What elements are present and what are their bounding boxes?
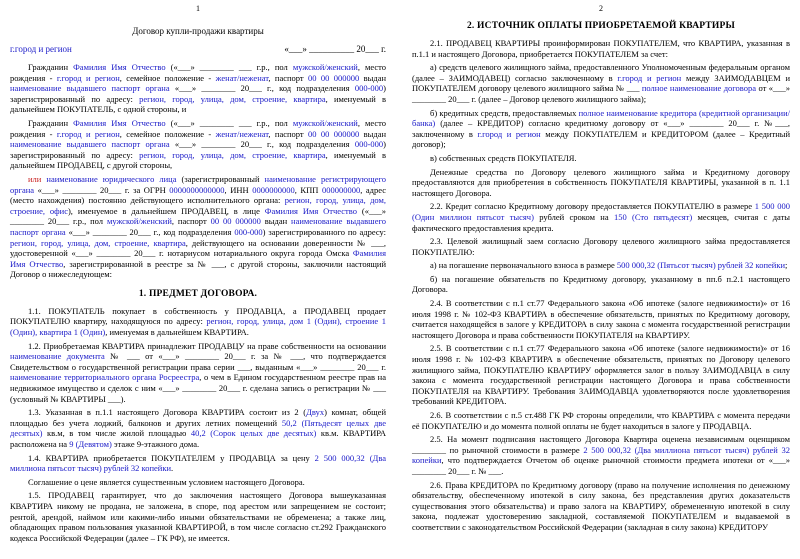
text-run: , паспорт — [268, 72, 309, 83]
text-run: б) кредитных средств, предоставляемых — [430, 107, 579, 118]
text-run: «___» ________ 20___ г., код подразделения — [169, 83, 355, 94]
contract-date: «___» __________ 20___ г. — [284, 44, 386, 54]
text-run: ) комнат, общей площадью без учета лоджий, балконов и других летних помещений — [10, 407, 386, 428]
paragraph — [10, 490, 386, 543]
placeholder-field: 2 500 000,32 (Два миллиона пятьсот тысяч) рублей 32 копейки — [412, 444, 790, 466]
section-1-body — [10, 306, 386, 543]
text-run: 2.1. ПРОДАВЕЦ КВАРТИРЫ проинформирован ПОКУПАТЕЛЕМ, что КВАРТИРА, указанная в п.1.1 и настоящего Договора, приобретается ПОКУПАТЕЛЕМ за счет: — [412, 38, 790, 59]
text-run: № ___ от «___» ________ 20___ г. за № ___, что подтверждается Свидетельством о государственной регистрации права серии ___, выданным «___» ________ 20___ г. — [10, 351, 386, 372]
paragraph — [412, 410, 790, 431]
placeholder-field: 000000000 — [321, 184, 361, 195]
text-run: ; — [785, 260, 788, 271]
preamble — [10, 62, 386, 280]
placeholder-field: женат/неженат — [215, 72, 269, 83]
text-run: , КПП — [294, 184, 322, 195]
text-run: 1.2. Приобретаемая КВАРТИРА принадлежит ПРОДАВЦУ на праве собственности на основании — [28, 340, 386, 351]
paragraph — [412, 201, 790, 233]
text-run: ) зарегистрированный по адресу: — [10, 139, 386, 160]
text-run: а) средств целевого жилищного займа, предоставленного Уполномоченным федеральным органом (далее – ЗАИМОДАВЕЦ) согласно заключенному в — [412, 62, 790, 83]
section-1-title: 1. ПРЕДМЕТ ДОГОВОРА. — [138, 288, 258, 299]
text-run: ) зарегистрированный по адресу: — [10, 83, 386, 104]
text-run: между ЗАИМОДАВЦЕМ и ПОКУПАТЕЛЕМ договору целевого жилищного займа № ___ — [412, 72, 790, 94]
paragraph — [412, 260, 790, 271]
placeholder-field: 40,2 (Сорок целых две десятых) — [190, 428, 317, 439]
placeholder-field: наименование регистрирующего органа — [10, 173, 386, 195]
text-run: , паспорт — [268, 128, 309, 139]
text-run: . — [171, 463, 174, 474]
text-run: выдан — [359, 128, 387, 139]
placeholder-field: наименование выдавшего паспорт органа — [10, 216, 386, 237]
alternative-note: или — [28, 173, 42, 184]
page-number: 2 — [599, 4, 603, 13]
text-run: между ПОКУПАТЕЛЕМ и КРЕДИТОРОМ (далее – Кредитный договор); — [412, 128, 791, 150]
placeholder-field: 000-000 — [354, 139, 384, 150]
paragraph — [412, 153, 790, 164]
text-run: , семейное положение - — [119, 128, 216, 139]
text-run: 2.6. Права КРЕДИТОРА по Кредитному договору (право на получение исполнения по денежному обязательству, обеспеченному ипотекой в силу закона, без представления других доказательств существования этого обязательства) и право залога на КВАРТИРУ, обремененную ипотекой в силу закона, подлежат удостоверению закладной, составляемой ПОКУПАТЕЛЕМ и выдаваемой в соответствии с законодательством Российской Федерации (закладная в силу закона) КРЕДИТОРУ — [412, 479, 790, 532]
text-run: ) зарегистрированного по адресу: — [262, 226, 387, 237]
placeholder-field: 2 500 000,32 (Два миллиона пятьсот тысяч) рублей 32 копейки — [10, 452, 386, 474]
text-run: , паспорт — [171, 216, 211, 227]
contract-title: Договор купли-продажи квартиры — [132, 26, 264, 36]
contract-place: г.город и регион — [10, 44, 72, 54]
placeholder-field: 9 (Девятом) — [69, 439, 112, 449]
text-run: 2.4. В соответствии с п.1 ст.77 Федерального закона «Об ипотеке (залоге недвижимости)» от 16 июля 1998 г. № 102-ФЗ КВАРТИРА в обеспечение обязательств, принятых по Кредитному договору, считается находящейся в залоге у КРЕДИТОРА в силу закона с момента государственной регистрации настоящего Договора и права собственности ПОКУПАТЕЛЯ на КВАРТИРУ. — [412, 298, 790, 340]
placeholder-field: 00 00 000000 — [308, 128, 360, 139]
page-number: 1 — [196, 4, 200, 13]
placeholder-field: Фамилия Имя Отчество — [10, 248, 386, 269]
text-run: «___» ________ 20___ г., код подразделения — [169, 139, 355, 150]
placeholder-field: регион, город, улица, дом, строение, квартира — [139, 149, 326, 160]
placeholder-field: Фамилия Имя Отчество — [73, 117, 166, 128]
text-run: 2.5. В соответствии с п.1 ст.77 Федерального закона «Об ипотеке (залоге недвижимости)» от 16 июля 1998 г. № 102-ФЗ КВАРТИРА в обеспечение обязательств, принятых по Договору целевого жилищного займа, ПОКУПАТЕЛЮ КВАРТИРУ оформляется залог в пользу ЗАИМОДАВЦА в силу закона с момента государственной регистрации настоящего Договора и права собственности ПОКУПАТЕЛЯ на КВАРТИРУ. Требования ЗАИМОДАВЦА удовлетворяются после удовлетворения требований КРЕДИТОРА. — [412, 343, 790, 407]
text-run: («___» ________ ___ г.р., пол — [165, 117, 293, 128]
placeholder-field: Фамилия Имя Отчество — [73, 62, 166, 72]
placeholder-field: г.город и регион — [477, 128, 541, 139]
text-run: «___» ________ 20___ г., код подразделения — [65, 226, 235, 237]
text-run: , действующего на основании доверенности № ___, удостоверенной «___» ________ 20___ г. нотариусом нотариального округа города Омска — [10, 237, 386, 259]
text-run: , именуемый в дальнейшем ПРОДАВЕЦ, с другой стороны, — [10, 149, 387, 171]
paragraph — [412, 274, 790, 295]
text-run: , семейное положение - — [119, 72, 216, 83]
paragraph — [10, 477, 386, 488]
placeholder-field: регион, город, улица, дом, строение, квартира — [139, 93, 326, 104]
paragraph — [412, 298, 790, 340]
placeholder-field: 1 500 000 (Один миллион пятьсот тысяч) — [412, 201, 790, 222]
placeholder-field: наименование территориального органа Росреестра — [10, 372, 200, 383]
placeholder-field: женат/неженат — [215, 128, 269, 139]
text-run: Гражданин — [28, 62, 74, 72]
paragraph — [412, 167, 790, 199]
text-run: , место рождения - — [10, 117, 386, 139]
text-run: ), именуемое в дальнейшем ПРОДАВЕЦ, в лице — [67, 205, 265, 216]
text-run: , адрес (место нахождения) постоянно действующего исполнительного органа: — [10, 184, 387, 206]
placeholder-field: Фамилия Имя Отчество — [264, 205, 357, 216]
placeholder-field: 000-000 — [354, 83, 384, 94]
placeholder-field: наименование юридического лица — [46, 173, 177, 184]
placeholder-field: Двух — [306, 407, 325, 418]
text-run: 2.5. На момент подписания настоящего Договора Квартира оценена независимым оценщиком ________ по рыночной стоимости в размере — [412, 434, 790, 455]
paragraph — [10, 453, 386, 474]
placeholder-field: регион, город, улица, дом, строение, квартира — [10, 237, 186, 248]
paragraph — [412, 38, 790, 59]
text-run: в) собственных средств ПОКУПАТЕЛЯ. — [430, 152, 577, 163]
paragraph — [412, 480, 790, 533]
right-page — [400, 0, 800, 559]
text-run: 2.3. Целевой жилищный заем согласно Договору целевого жилищного займа предоставляется ПОКУПАТЕЛЮ: — [412, 236, 790, 257]
placeholder-field: 50,2 (Пятьдесят целых две десятых) — [10, 417, 386, 439]
placeholder-field: полное наименование договора — [641, 83, 757, 94]
placeholder-field: наименование выдавшего паспорт органа — [10, 83, 170, 94]
paragraph — [10, 118, 386, 171]
text-run: (зарегистрированный — [176, 173, 265, 184]
text-run: а) на погашение первоначального взноса в размере — [430, 260, 617, 271]
section-2-body — [412, 38, 790, 533]
text-run: «___» ________ 20___ г. за ОГРН — [34, 184, 170, 195]
text-run: 2.2. Кредит согласно Кредитному договору предоставляется ПОКУПАТЕЛЮ в размере — [430, 201, 755, 212]
text-run: , именуемая в дальнейшем КВАРТИРА. — [105, 327, 249, 338]
paragraph — [10, 341, 386, 405]
text-run: 1.5. ПРОДАВЕЦ гарантирует, что до заключения настоящего Договора вышеуказанная КВАРТИРА никому не продана, не заложена, в споре, под арестом или запрещением не состоит; рентой, арендой, наймом или какими-либо иными обязательствами не обременена; а также лиц, обладающих правом пользования указанной КВАРТИРОЙ, в том числе согласно ст.292 Гражданского кодекса Российской Федерации (далее – ГК РФ), не имеется. — [10, 490, 386, 543]
text-run: («___» ________ 20___ г.р., пол — [10, 205, 386, 227]
placeholder-field: 000-000 — [234, 226, 263, 237]
text-run: , именуемый в дальнейшем ПОКУПАТЕЛЬ, с одной стороны, и — [10, 93, 387, 115]
text-run: 1.3. Указанная в п.1.1 настоящего Договора КВАРТИРА состоит из 2 ( — [28, 407, 307, 418]
paragraph — [10, 407, 386, 449]
text-run: («___» ________ ___ г.р., пол — [165, 62, 293, 72]
section-2-title: 2. ИСТОЧНИК ОПЛАТЫ ПРИОБРЕТАЕМОЙ КВАРТИРЫ — [466, 21, 736, 31]
text-run: (далее – КРЕДИТОР) согласно кредитному договору от «___» ________ 20___ г. №___, заключенному в — [412, 118, 790, 139]
placeholder-field: наименование выдавшего паспорт органа — [10, 139, 170, 150]
text-run: 1.1. ПОКУПАТЕЛЬ покупает в собственность у ПРОДАВЦА, а ПРОДАВЕЦ продает ПОКУПАТЕЛЮ квартиру, находящуюся по адресу: — [10, 305, 386, 327]
placeholder-field: 150 (Сто пятьдесят) — [613, 211, 693, 222]
text-run: , зарегистрированной в реестре за № ___, с другой стороны, заключили настоящий Договор о нижеследующем: — [10, 258, 386, 280]
text-run: , о чем в Едином государственном реестре прав на недвижимое имущество и сделок с ним «___» ________ 20___ г. сделана запись о регистрации № ___ (условный № КВАРТИРЫ ___). — [10, 372, 387, 404]
paragraph — [10, 306, 386, 338]
placeholder-field: регион, город, улица, дом 1 (Один), строение 1 (Один), квартира 1 (Один) — [10, 316, 386, 338]
placeholder-field: 0000000000 — [252, 184, 295, 195]
text-run: выдан — [359, 72, 387, 83]
paragraph — [412, 343, 790, 407]
text-run: рублей сроком на — [533, 211, 614, 222]
placeholder-field: 00 00 000000 — [308, 72, 360, 83]
placeholder-field: г.город и регион — [56, 128, 120, 139]
paragraph — [10, 62, 386, 115]
text-run: , место рождения - — [10, 62, 386, 83]
paragraph — [10, 174, 386, 280]
placeholder-field: полное наименование кредитора (кредитной организации/банка) — [412, 107, 791, 129]
placeholder-field: мужской/женский — [292, 117, 358, 128]
placeholder-field: 00 00 000000 — [210, 216, 261, 227]
text-run: , что подтверждается Отчетом об оценке рыночной стоимости предмета ипотеки от «___» ________ 20___ г. № ___. — [412, 455, 790, 476]
text-run: кв.м, в том числе жилой площадью — [42, 428, 191, 439]
text-run: кв.м. КВАРТИРА расположена на — [10, 428, 386, 449]
text-run: месяцев, считая с даты фактического предоставления кредита. — [412, 211, 791, 233]
text-run: , ИНН — [224, 184, 253, 195]
placeholder-field: мужской/женский — [106, 216, 172, 227]
placeholder-field: регион, город, улица, дом, строение, офис — [10, 195, 386, 216]
place-date-line — [10, 44, 386, 54]
paragraph — [412, 108, 790, 150]
text-run: Гражданин — [28, 117, 74, 128]
paragraph — [412, 62, 790, 104]
placeholder-field: г.город и регион — [617, 72, 682, 83]
text-run: от «___» ________ 20___ г. (далее – Договор целевого жилищного займа); — [412, 83, 790, 104]
paragraph — [412, 236, 790, 257]
text-run: выдан — [260, 216, 292, 227]
text-run: 2.6. В соответствии с п.5 ст.488 ГК РФ стороны определили, что КВАРТИРА с момента передачи её ПОКУПАТЕЛЮ и до момента полной оплаты не будет находиться в залоге у ПРОДАВЦА. — [412, 410, 790, 431]
placeholder-field: 0000000000000 — [169, 184, 225, 195]
placeholder-field: наименование документа — [10, 351, 105, 362]
placeholder-field: 500 000,32 (Пятьсот тысяч) рублей 32 копейки — [616, 260, 785, 271]
text-run: Соглашение о цене является существенным условием настоящего Договора. — [28, 476, 305, 487]
text-run: 1.4. КВАРТИРА приобретается ПОКУПАТЕЛЕМ у ПРОДАВЦА за цену — [28, 452, 315, 463]
placeholder-field: г.город и регион — [56, 72, 120, 83]
paragraph — [412, 434, 790, 476]
text-run: этаже 9-этажного дома. — [111, 439, 200, 449]
placeholder-field: мужской/женский — [292, 62, 358, 72]
text-run: Денежные средства по Договору целевого жилищного займа и Кредитному договору предоставляются для приобретения в собственность ПОКУПАТЕЛЯ КВАРТИРЫ, указанной в п. 1.1 настоящего Договора. — [412, 166, 790, 198]
text-run: б) на погашение обязательств по Кредитному договору, указанному в пп.б п.2.1 настоящего Договора. — [412, 273, 790, 295]
